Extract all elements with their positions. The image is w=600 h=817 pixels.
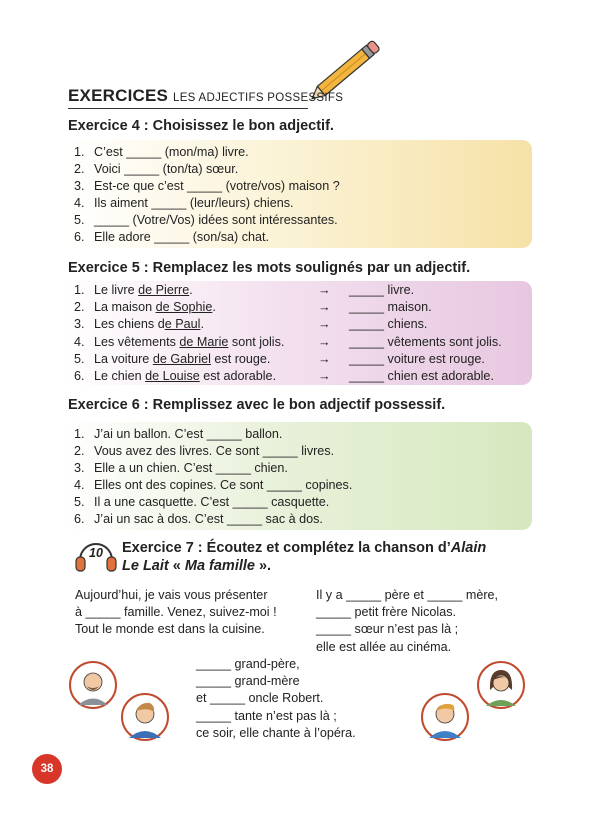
exercise-5-list [74,282,284,385]
arrow-icon: → [318,369,331,384]
list-item: 2. La maison de Sophie. [74,300,216,315]
uncle-avatar [120,692,170,742]
answer-line: _____ chiens. [349,317,428,332]
exercise-4-list [74,144,340,247]
list-item: 1. C’est _____ (mon/ma) livre. [74,145,249,159]
header-underline [68,108,308,109]
answer-line: _____ vêtements sont jolis. [349,334,502,349]
list-item: 3. Les chiens de Paul. [74,317,204,332]
list-item: 6. J’ai un sac à dos. C’est _____ sac à dos. [74,512,323,527]
answer-line: _____ voiture est rouge. [349,351,485,366]
list-item: 5. Il a une casquette. C’est _____ casquette. [74,495,330,510]
answer-line: _____ maison. [349,300,432,315]
list-item: 4. Elles ont des copines. Ce sont _____ copines. [74,478,353,493]
list-item: 2. Voici _____ (ton/ta) sœur. [74,162,239,177]
exercise-6-list [74,426,352,529]
header-main: EXERCICES [68,86,169,105]
list-item: 3. Est-ce que c’est _____ (votre/vos) maison ? [74,179,340,194]
list-item: 4. Les vêtements de Marie sont jolis. [74,334,285,349]
arrow-icon: → [318,283,331,297]
answer-line: _____ chien est adorable. [349,369,494,384]
exercise-4-title: Exercice 4 : Choisissez le bon adjectif. [68,118,334,134]
header-sub: LES ADJECTIFS POSSESSIFS [173,92,344,104]
brother-avatar [420,692,470,742]
exercise-5-title: Exercice 5 : Remplacez les mots soulignés par un adjectif. [68,260,471,276]
section-header [68,86,343,106]
exercise-7-title: Exercice 7 : Écoutez et complétez la chanson d’Alain Le Lait « Ma famille ». [122,540,487,574]
exercise-5-answers [349,282,502,385]
list-item: 6. Le chien de Louise est adorable. [74,369,277,384]
list-item: 1. Le livre de Pierre. [74,283,193,297]
list-item: 5. _____ (Votre/Vos) idées sont intéressantes. [74,213,338,228]
lyrics-left: Aujourd’hui, je vais vous présenter à _____ famille. Venez, suivez-moi ! Tout le monde est dans la cuisine. [75,588,277,637]
arrow-icon: → [318,317,331,332]
list-item: 5. La voiture de Gabriel est rouge. [74,351,271,366]
page-number: 38 [32,754,62,784]
aunt-avatar [476,660,526,710]
answer-line: _____ livre. [349,283,415,297]
list-item: 3. Elle a un chien. C’est _____ chien. [74,461,288,476]
grandfather-avatar [68,660,118,710]
list-item: 6. Elle adore _____ (son/sa) chat. [74,230,270,245]
list-item: 2. Vous avez des livres. Ce sont _____ livres. [74,444,335,459]
list-item: 1. J’ai un ballon. C’est _____ ballon. [74,427,283,441]
track-number: 10 [89,546,103,560]
lyrics-right: Il y a _____ père et _____ mère, _____ petit frère Nicolas. _____ sœur n’est pas là ; elle est allée au cinéma. [316,588,499,654]
audio-track-badge[interactable] [72,538,120,574]
lyrics-center: _____ grand-père, _____ grand-mère et _____ oncle Robert. _____ tante n’est pas là ; ce soir, elle chante à l’opéra. [196,657,356,740]
list-item: 4. Ils aiment _____ (leur/leurs) chiens. [74,196,294,211]
exercise-5-arrows [318,282,331,385]
arrow-icon: → [318,334,331,349]
arrow-icon: → [318,300,331,315]
arrow-icon: → [318,351,331,366]
exercise-6-title: Exercice 6 : Remplissez avec le bon adjectif possessif. [68,397,446,413]
